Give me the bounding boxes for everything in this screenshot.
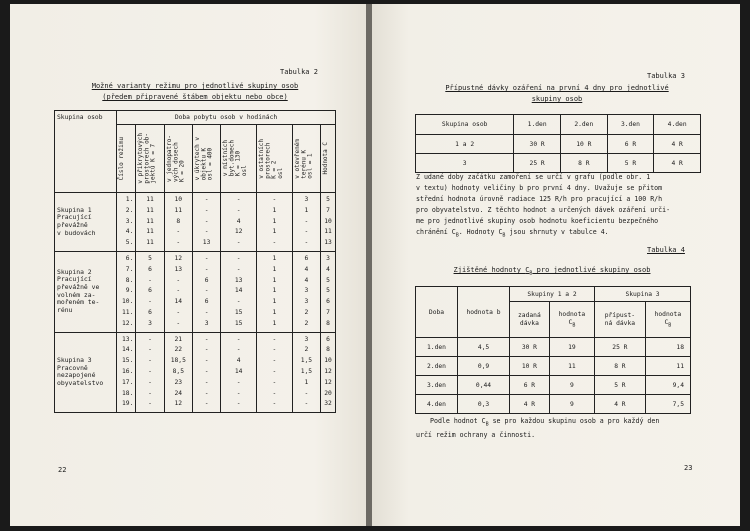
table-cell: 13 [174,265,183,273]
table-cell: - [204,254,209,262]
table-cell: - [236,206,241,214]
value-column [256,332,292,413]
sub-header: hodnota $C_B$ [549,302,594,338]
group-label [55,251,117,332]
table-cell: - [236,239,241,247]
table-cell: 6 [148,308,152,316]
table-header-row [416,115,701,135]
value-column [164,193,192,252]
table-cell: 1 a 2 [416,135,514,154]
table-cell: 1 [272,287,277,295]
table-cell: 24 [174,389,183,397]
table-cell: 0,44 [458,376,510,395]
value-column [221,251,257,332]
value-column [192,193,220,252]
column-header [117,125,136,193]
table-cell: 4 R [595,395,646,414]
table-cell: - [148,357,152,365]
table-cell: 7 [326,308,330,316]
table-cell: 8 [326,319,330,327]
value-column [192,332,220,413]
table-cell: 4 R [654,154,701,173]
value-column [117,193,136,252]
column-header: 2.den [560,115,607,135]
table-cell: 12 [174,254,183,262]
column-header [256,125,292,193]
table-cell: - [304,228,309,236]
column-header: 3.den [607,115,654,135]
table-cell: 3 [204,319,209,327]
table-cell: 18 [645,338,690,357]
table-cell: - [204,196,209,203]
value-column [136,193,164,252]
table-cell: 2. [125,206,134,214]
table-cell: 13 [202,239,211,247]
group-label-line: Skupina 3 [57,355,92,364]
table4-label: Tabulka 4 [647,246,685,254]
table-cell: 1,5 [300,367,313,375]
table-cell: 3 [326,254,330,262]
table-cell: 10 [174,196,183,203]
left-page [10,4,368,526]
table-label: Tabulka 2 [280,68,318,76]
table-subtitle: (předem připravené štábem objektu nebo obce) [102,93,288,101]
table-cell: 15 [234,308,243,316]
table-cell: 16. [122,367,134,375]
table-cell: 1 [272,298,277,306]
table-cell: 6 R [510,376,550,395]
table-cell: 11 [549,357,594,376]
table-cell: 12 [324,367,332,375]
span-header: Doba pobytu osob v hodinách [117,111,336,125]
table-cell: - [272,389,277,397]
table4-title: Zjištěné hodnoty $C_B$ pro jednotlivé skupiny osob [453,266,651,277]
group-label-line: nezapojené [57,371,96,380]
table-cell: 4 [326,265,330,273]
table-row [416,395,691,414]
table-cell: - [148,276,152,284]
group-label-line: Skupina 1 [57,205,92,214]
table-row [416,135,701,154]
column-header-text: Hodnota C [322,142,330,175]
group-label [55,332,117,413]
table3-title-line2: skupiny osob [531,95,583,103]
column-header-text: Číslo režimu [118,136,125,181]
table-cell: 9 [549,395,594,414]
table-cell: 4 [304,276,309,284]
table-cell: 4 R [654,135,701,154]
column-header [164,125,192,193]
table-cell: 11 [324,228,332,236]
table-cell: - [204,378,209,386]
table-cell: - [204,400,209,408]
table-cell: - [204,206,209,214]
value-column [164,332,192,413]
column-header [292,125,320,193]
table-cell: 7 [326,206,330,214]
table-cell: 9. [125,287,134,295]
group-label-line: v budovách [57,228,96,237]
table-cell: 6 [326,298,330,306]
table-cell: - [176,319,181,327]
table-cell: 3 [304,298,309,306]
table-cell: 11 [146,228,154,236]
table-cell: 13 [234,276,243,284]
table-cell: 7,5 [645,395,690,414]
table-cell: - [204,287,209,295]
paragraph-line: me pro jednotlivé skupiny osob hodnotu koeficientu bezpečného [416,217,659,225]
column-header-text: v přikrytových prostorech ob- jektů K = 7 [137,133,157,184]
table-cell: - [236,254,241,262]
value-column [221,332,257,413]
table-cell: - [236,298,241,306]
value-column [117,332,136,413]
table-cell: 18,5 [170,357,186,365]
table-cell: 15 [234,319,243,327]
table-cell: - [176,228,181,236]
right-page [372,4,740,526]
column-header: Skupina osob [416,115,514,135]
table-cell: - [176,239,181,247]
value-column [256,251,292,332]
group-label-line: volném za- [57,290,96,299]
column-header [136,125,164,193]
table-cell: 6 [204,276,209,284]
table-cell: 10. [122,298,134,306]
table-cell: 12 [324,378,332,386]
value-column [292,193,320,252]
table-cell: 3 [416,154,514,173]
table-cell: 3 [304,287,309,295]
group3-header: Skupina 3 [595,287,691,302]
table-cell: - [148,367,152,375]
table-cell: 19. [122,400,134,408]
column-header-text: v úkrytech v objektu K osl = 400 [193,136,214,181]
table-cell: - [176,287,181,295]
table-cell: - [272,400,277,408]
table-cell: - [148,400,152,408]
table-cell: - [304,239,309,247]
value-column [321,332,336,413]
table-cell: - [148,378,152,386]
table-cell: - [148,335,152,343]
table-cell: 13 [324,239,332,247]
value-column [117,251,136,332]
doses-table [415,114,701,173]
sub-header: přípust- ná dávka [595,302,646,338]
table-cell: 8. [125,276,134,284]
table-cell: 4,5 [458,338,510,357]
table-cell: 5. [125,239,134,247]
table-cell: - [236,389,241,397]
table-cell: 25 R [595,338,646,357]
table-cell: 3.den [416,376,458,395]
table-cell: - [204,228,209,236]
table-cell: 8 [176,217,181,225]
group-label-line: převážně ve [57,283,100,292]
table-cell: - [236,378,241,386]
table-cell: - [236,400,241,408]
table-cell: 4 [304,265,309,273]
table-cell: - [204,389,209,397]
table-cell: 8,5 [172,367,184,375]
table-cell: 8 [326,346,330,354]
table-cell: - [272,196,277,203]
table-cell: - [204,367,209,375]
table-cell: - [236,335,241,343]
value-column [292,251,320,332]
table-cell: 25 R [514,154,561,173]
table-cell: - [272,378,277,386]
table-cell: - [272,367,277,375]
page-number: 23 [684,464,693,472]
table-cell: - [176,308,181,316]
table-cell: 10 [324,357,332,365]
table-cell: - [148,346,152,354]
table-cell: - [304,217,309,225]
paragraph-line: Podle hodnot $C_B$ se pro každou skupinu osob a pro každý den [430,417,660,428]
table-cell: 4 [236,217,241,225]
table-cell: 1 [272,308,277,316]
table-cell: 5 [326,287,330,295]
table-cell: 22 [174,346,183,354]
table-cell: 23 [174,378,183,386]
column-header: 1.den [514,115,561,135]
table-cell: 1 [272,217,277,225]
group-label-line: Pracující [57,275,92,284]
table-cell: 1 [272,276,277,284]
table-cell: 30 R [510,338,550,357]
table-cell: 10 [324,217,332,225]
table-cell: - [236,346,241,354]
table-cell: - [204,265,209,273]
doba-header: Doba [416,287,458,338]
table-cell: 11. [122,308,134,316]
group-label-line: obyvatelstvo [57,379,104,388]
table-cell: 5 R [595,376,646,395]
table-cell: 6 [148,287,152,295]
table-cell: 2 [304,319,309,327]
table-cell: 6 R [607,135,654,154]
page-number: 22 [58,466,67,474]
table-cell: - [272,357,277,365]
table-cell: 3 [148,319,152,327]
group-header: Skupina osob [55,111,117,193]
column-header [321,125,336,193]
table-cell: 18. [122,389,134,397]
table-cell: 6 [204,298,209,306]
table-cell: 14 [174,298,183,306]
table-row [416,338,691,357]
value-column [164,251,192,332]
group-row [55,193,336,252]
table-header-row [416,287,691,302]
sub-header: hodnota $C_B$ [645,302,690,338]
table-title: Možné varianty režimu pro jednotlivé skupiny osob [91,82,299,90]
table-cell: 1,5 [300,357,313,365]
table3-label: Tabulka 3 [647,72,685,80]
table-cell: - [204,335,209,343]
table-cell: 20 [324,389,332,397]
group-row [55,332,336,413]
table-cell: - [204,217,209,225]
table-cell: 1 [272,319,277,327]
table-cell: 12 [234,228,243,236]
group-label-line: Pracovně [57,363,88,372]
table-cell: 6 [148,265,152,273]
table-cell: 5 [148,254,152,262]
table-cell: 0,3 [458,395,510,414]
group-row [55,251,336,332]
table-cell: - [176,276,181,284]
table-cell: 32 [324,400,332,408]
paragraph-line: určí režim ochrany a činnosti. [416,431,536,440]
table-cell: 7. [125,265,134,273]
table-cell: 1 [272,265,277,273]
value-column [136,332,164,413]
table-cell: 4 R [510,395,550,414]
group-label-line: Pracující [57,213,92,222]
b-header: hodnota b [458,287,510,338]
table-cell: 2 [304,346,309,354]
table-cell: 4.den [416,395,458,414]
column-header-text: v jednopatro- vých dosech K = 20 [165,135,186,182]
table-cell: - [304,400,309,408]
table-cell: - [272,335,277,343]
table-cell: 1 [304,206,309,214]
sub-header: zadaná dávka [510,302,550,338]
table-cell: - [272,346,277,354]
column-header [221,125,257,193]
paragraph-line: chránění $C_B$. Hodnoty $C_B$ jsou shrnuty v tabulce 4. [416,228,609,239]
group-label-line: Skupina 2 [57,267,92,276]
group-label [55,193,117,252]
value-column [292,332,320,413]
table-cell: 11 [174,206,183,214]
column-header-text: v místních byt.domech K = 130 osl [222,140,249,177]
group-label-line: mořeném te- [57,298,100,307]
table-cell: 1.den [416,338,458,357]
table-cell: 1 [272,254,277,262]
paragraph-line: Z udané doby začátku zamoření se určí v grafu (podle obr. 1 [416,173,651,181]
column-header-text: v ostatních prostorech K = 2 osl [257,138,284,179]
cb-table [415,286,691,414]
table-cell: - [148,298,152,306]
paragraph-1 [416,172,670,241]
table-cell: 1. [125,196,134,203]
table-cell: 10 R [510,357,550,376]
table-cell: 1 [304,378,309,386]
paragraph-line: pro obyvatelstvo. Z těchto hodnot a určených dávek ozáření urči- [416,206,671,214]
table-cell: 19 [549,338,594,357]
table-cell: 8 R [595,357,646,376]
table-cell: 5 [326,196,330,203]
variants-table [54,110,336,413]
table-cell: 9,4 [645,376,690,395]
table-cell: 14. [122,346,134,354]
table-cell: 9 [549,376,594,395]
table-cell: - [304,389,309,397]
table-cell: - [204,308,209,316]
column-header: 4.den [654,115,701,135]
column-header [192,125,220,193]
table-cell: 11 [146,196,154,203]
table-cell: - [236,265,241,273]
table-cell: 2.den [416,357,458,376]
table-cell: - [272,239,277,247]
group12-header: Skupiny 1 a 2 [510,287,595,302]
table-cell: 11 [645,357,690,376]
table-cell: 3. [125,217,134,225]
table-cell: - [204,357,209,365]
table-cell: - [148,389,152,397]
paragraph-2 [416,416,659,441]
value-column [321,193,336,252]
group-label-line: rénu [57,306,73,315]
table-cell: 11 [146,217,154,225]
table-cell: 11 [146,206,154,214]
value-column [192,251,220,332]
table-cell: 13. [122,335,134,343]
paragraph-line: v textu) hodnoty veličiny b pro první 4 dny. Uvažuje se přitom [416,184,663,192]
table-cell: 0,9 [458,357,510,376]
table-cell: 8 R [560,154,607,173]
table-cell: 21 [174,335,183,343]
table-cell: 4 [236,357,241,365]
column-header-text: v otevřeném terénu K osl = 1 [293,138,314,179]
table-cell: 1 [272,206,277,214]
table-cell: 12. [122,319,134,327]
table-cell: 10 R [560,135,607,154]
table-cell: 3 [304,335,309,343]
table-cell: 15. [122,357,134,365]
value-column [256,193,292,252]
table-cell: 14 [234,367,243,375]
table-cell: - [236,196,241,203]
value-column [321,251,336,332]
table-cell: - [204,346,209,354]
table-row [416,376,691,395]
table-cell: 5 [326,276,330,284]
table-cell: 2 [304,308,309,316]
table3-title-line1: Přípustné dávky ozáření na první 4 dny pro jednotlivé [445,84,669,92]
table-cell: 11 [146,239,154,247]
table-cell: 14 [234,287,243,295]
table-cell: 30 R [514,135,561,154]
value-column [221,193,257,252]
table-cell: 3 [304,196,309,203]
table-cell: 12 [174,400,183,408]
table-cell: 17. [122,378,134,386]
table-cell: 4. [125,228,134,236]
table-row [416,154,701,173]
table-row [416,357,691,376]
table-cell: 6 [326,335,330,343]
table-cell: 1 [272,228,277,236]
table-cell: 6. [125,254,134,262]
group-label-line: převážně [57,220,88,229]
paragraph-line: střední hodnota úrovně radiace 125 R/h pro pracující a 100 R/h [416,195,663,203]
table-cell: 6 [304,254,309,262]
value-column [136,251,164,332]
table-cell: 5 R [607,154,654,173]
